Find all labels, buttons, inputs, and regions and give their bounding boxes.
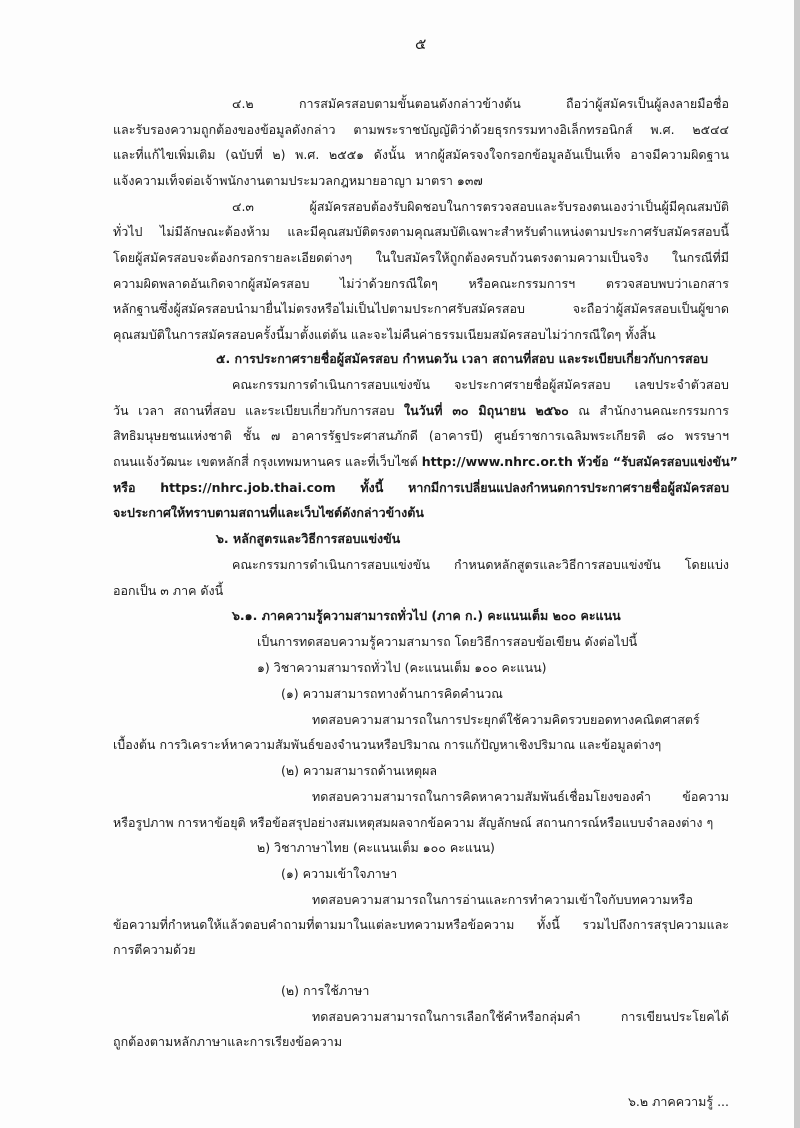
section-5-line: หรือ https://nhrc.job.thai.com ทั้งนี้ หากมีการเปลี่ยนแปลงกำหนดการประกาศรายชื่อผู้สมัครสอบ <box>113 480 729 495</box>
text-run: ถนนแจ้งวัฒนะ เขตหลักสี่ กรุงเทพมหานคร และที่เว็บไซต์ <box>113 454 422 469</box>
para-4-2-line: ๔.๒ การสมัครสอบตามขั้นตอนดังกล่าวข้างต้น ถือว่าผู้สมัครเป็นผู้ลงลายมือชื่อ <box>232 96 729 111</box>
topic-line: ทดสอบความสามารถในการประยุกต์ใช้ความคิดรวบยอดทางคณิตศาสตร์ <box>312 712 700 727</box>
section-5-line: สิทธิมนุษยชนแห่งชาติ ชั้น ๗ อาคารรัฐประศาสนภักดี (อาคารบี) ศูนย์ราชการเฉลิมพระเกียรติ ๘๐ พรรษาฯ <box>113 428 729 443</box>
para-4-2-line: และที่แก้ไขเพิ่มเติม (ฉบับที่ ๒) พ.ศ. ๒๕๕๑ ดังนั้น หากผู้สมัครจงใจกรอกข้อมูลอันเป็นเท็จ อาจมีความผิดฐาน <box>113 147 729 162</box>
para-4-3-line: ทั่วไป ไม่มีลักษณะต้องห้าม และมีคุณสมบัติตรงตามคุณสมบัติเฉพาะสำหรับตำแหน่งตามประกาศรับสมัครสอบนี้ <box>113 224 729 239</box>
topic-line: เบื้องต้น การวิเคราะห์หาความสัมพันธ์ของจำนวนหรือปริมาณ การแก้ปัญหาเชิงปริมาณ และข้อมูลต่างๆ <box>113 737 662 752</box>
para-4-3-line: คุณสมบัติในการสมัครสอบครั้งนี้มาตั้งแต่ต้น และจะไม่คืนค่าธรรมเนียมสมัครสอบไม่ว่ากรณีใดๆ ทั้งสิ้น <box>113 327 656 342</box>
subject-heading: ๑) วิชาความสามารถทั่วไป (คะแนนเต็ม ๑๐๐ คะแนน) <box>257 660 547 675</box>
para-4-3-line: ๔.๓ ผู้สมัครสอบต้องรับผิดชอบในการตรวจสอบและรับรองตนเองว่าเป็นผู้มีคุณสมบัติ <box>232 199 729 214</box>
topic-line: ทดสอบความสามารถในการอ่านและการทำความเข้าใจกับบทความหรือ <box>312 892 693 907</box>
text-run: วัน เวลา สถานที่สอบ และระเบียบเกี่ยวกับการสอบ <box>113 403 404 418</box>
para-4-3-line: หลักฐานซึ่งผู้สมัครสอบนำมายื่นไม่ตรงหรือไม่เป็นไปตามประกาศรับสมัครสอบ จะถือว่าผู้สมัครสอบเป็นผู้ขาด <box>113 301 729 316</box>
exam-date: ในวันที่ ๓๐ มิถุนายน ๒๕๖๐ <box>404 403 569 418</box>
para-4-3-line: โดยผู้สมัครสอบจะต้องกรอกรายละเอียดต่างๆ ในใบสมัครให้ถูกต้องครบถ้วนตรงตามความเป็นจริง ในกรณีที่มี <box>113 250 729 265</box>
topic-heading: (๒) การใช้ภาษา <box>281 983 370 998</box>
subsection-6-1-line: เป็นการทดสอบความรู้ความสามารถ โดยวิธีการสอบข้อเขียน ดังต่อไปนี้ <box>257 634 638 649</box>
topic-line: ทดสอบความสามารถในการคิดหาความสัมพันธ์เชื่อมโยงของคำ ข้อความ <box>312 789 729 804</box>
section-5-line <box>113 454 738 470</box>
subsection-6-1-heading: ๖.๑. ภาคความรู้ความสามารถทั่วไป (ภาค ก.) คะแนนเต็ม ๒๐๐ คะแนน <box>232 608 621 623</box>
topic-heading: (๑) ความสามารถทางด้านการคิดคำนวณ <box>281 686 503 701</box>
topic-heading: (๑) ความเข้าใจภาษา <box>281 866 398 881</box>
para-4-3-line: ความผิดพลาดอันเกิดจากผู้สมัครสอบ ไม่ว่าด้วยกรณีใดๆ หรือคณะกรรมการฯ ตรวจสอบพบว่าเอกสาร <box>113 276 729 291</box>
section-6-line: คณะกรรมการดำเนินการสอบแข่งขัน กำหนดหลักสูตรและวิธีการสอบแข่งขัน โดยแบ่ง <box>232 557 729 572</box>
page-number: ๕ <box>415 35 427 53</box>
topic-heading: (๒) ความสามารถด้านเหตุผล <box>281 763 438 778</box>
text-run: ณ สำนักงานคณะกรรมการ <box>568 403 729 418</box>
section-6-heading: ๖. หลักสูตรและวิธีการสอบแข่งขัน <box>216 531 401 546</box>
topic-line: ทดสอบความสามารถในการเลือกใช้คำหรือกลุ่มคำ การเขียนประโยคได้ <box>312 1009 729 1024</box>
section-5-line <box>113 403 729 419</box>
scan-edge <box>794 0 800 1128</box>
topic-line: หรือรูปภาพ การหาข้อยุติ หรือข้อสรุปอย่างสมเหตุสมผลจากข้อความ สัญลักษณ์ สถานการณ์หรือแบบจำลองต่าง ๆ <box>113 815 714 830</box>
section-6-line: ออกเป็น ๓ ภาค ดังนี้ <box>113 583 224 598</box>
website-link-text: http://www.nhrc.or.th หัวข้อ “รับสมัครสอบแข่งขัน” <box>421 454 738 469</box>
para-4-2-line: แจ้งความเท็จต่อเจ้าพนักงานตามประมวลกฎหมายอาญา มาตรา ๑๓๗ <box>113 173 483 188</box>
subject-heading: ๒) วิชาภาษาไทย (คะแนนเต็ม ๑๐๐ คะแนน) <box>257 840 495 855</box>
continuation-note: ๖.๒ ภาคความรู้ ... <box>628 1094 729 1109</box>
section-5-heading: ๕. การประกาศรายชื่อผู้สมัครสอบ กำหนดวัน เวลา สถานที่สอบ และระเบียบเกี่ยวกับการสอบ <box>216 351 709 366</box>
topic-line: ข้อความที่กำหนดให้แล้วตอบคำถามที่ตามมาในแต่ละบทความหรือข้อความ ทั้งนี้ รวมไปถึงการสรุปความและ <box>113 917 729 932</box>
para-4-2-line: และรับรองความถูกต้องของข้อมูลดังกล่าว ตามพระราชบัญญัติว่าด้วยธุรกรรมทางอิเล็กทรอนิกส์ พ.ศ. ๒๕๔๔ <box>113 122 729 137</box>
section-5-line: คณะกรรมการดำเนินการสอบแข่งขัน จะประกาศรายชื่อผู้สมัครสอบ เลขประจำตัวสอบ <box>232 377 729 392</box>
section-5-line: จะประกาศให้ทราบตามสถานที่และเว็บไซต์ดังกล่าวข้างต้น <box>113 505 424 520</box>
topic-line: ถูกต้องตามหลักภาษาและการเรียงข้อความ <box>113 1034 343 1049</box>
topic-line: การตีความด้วย <box>113 942 196 957</box>
